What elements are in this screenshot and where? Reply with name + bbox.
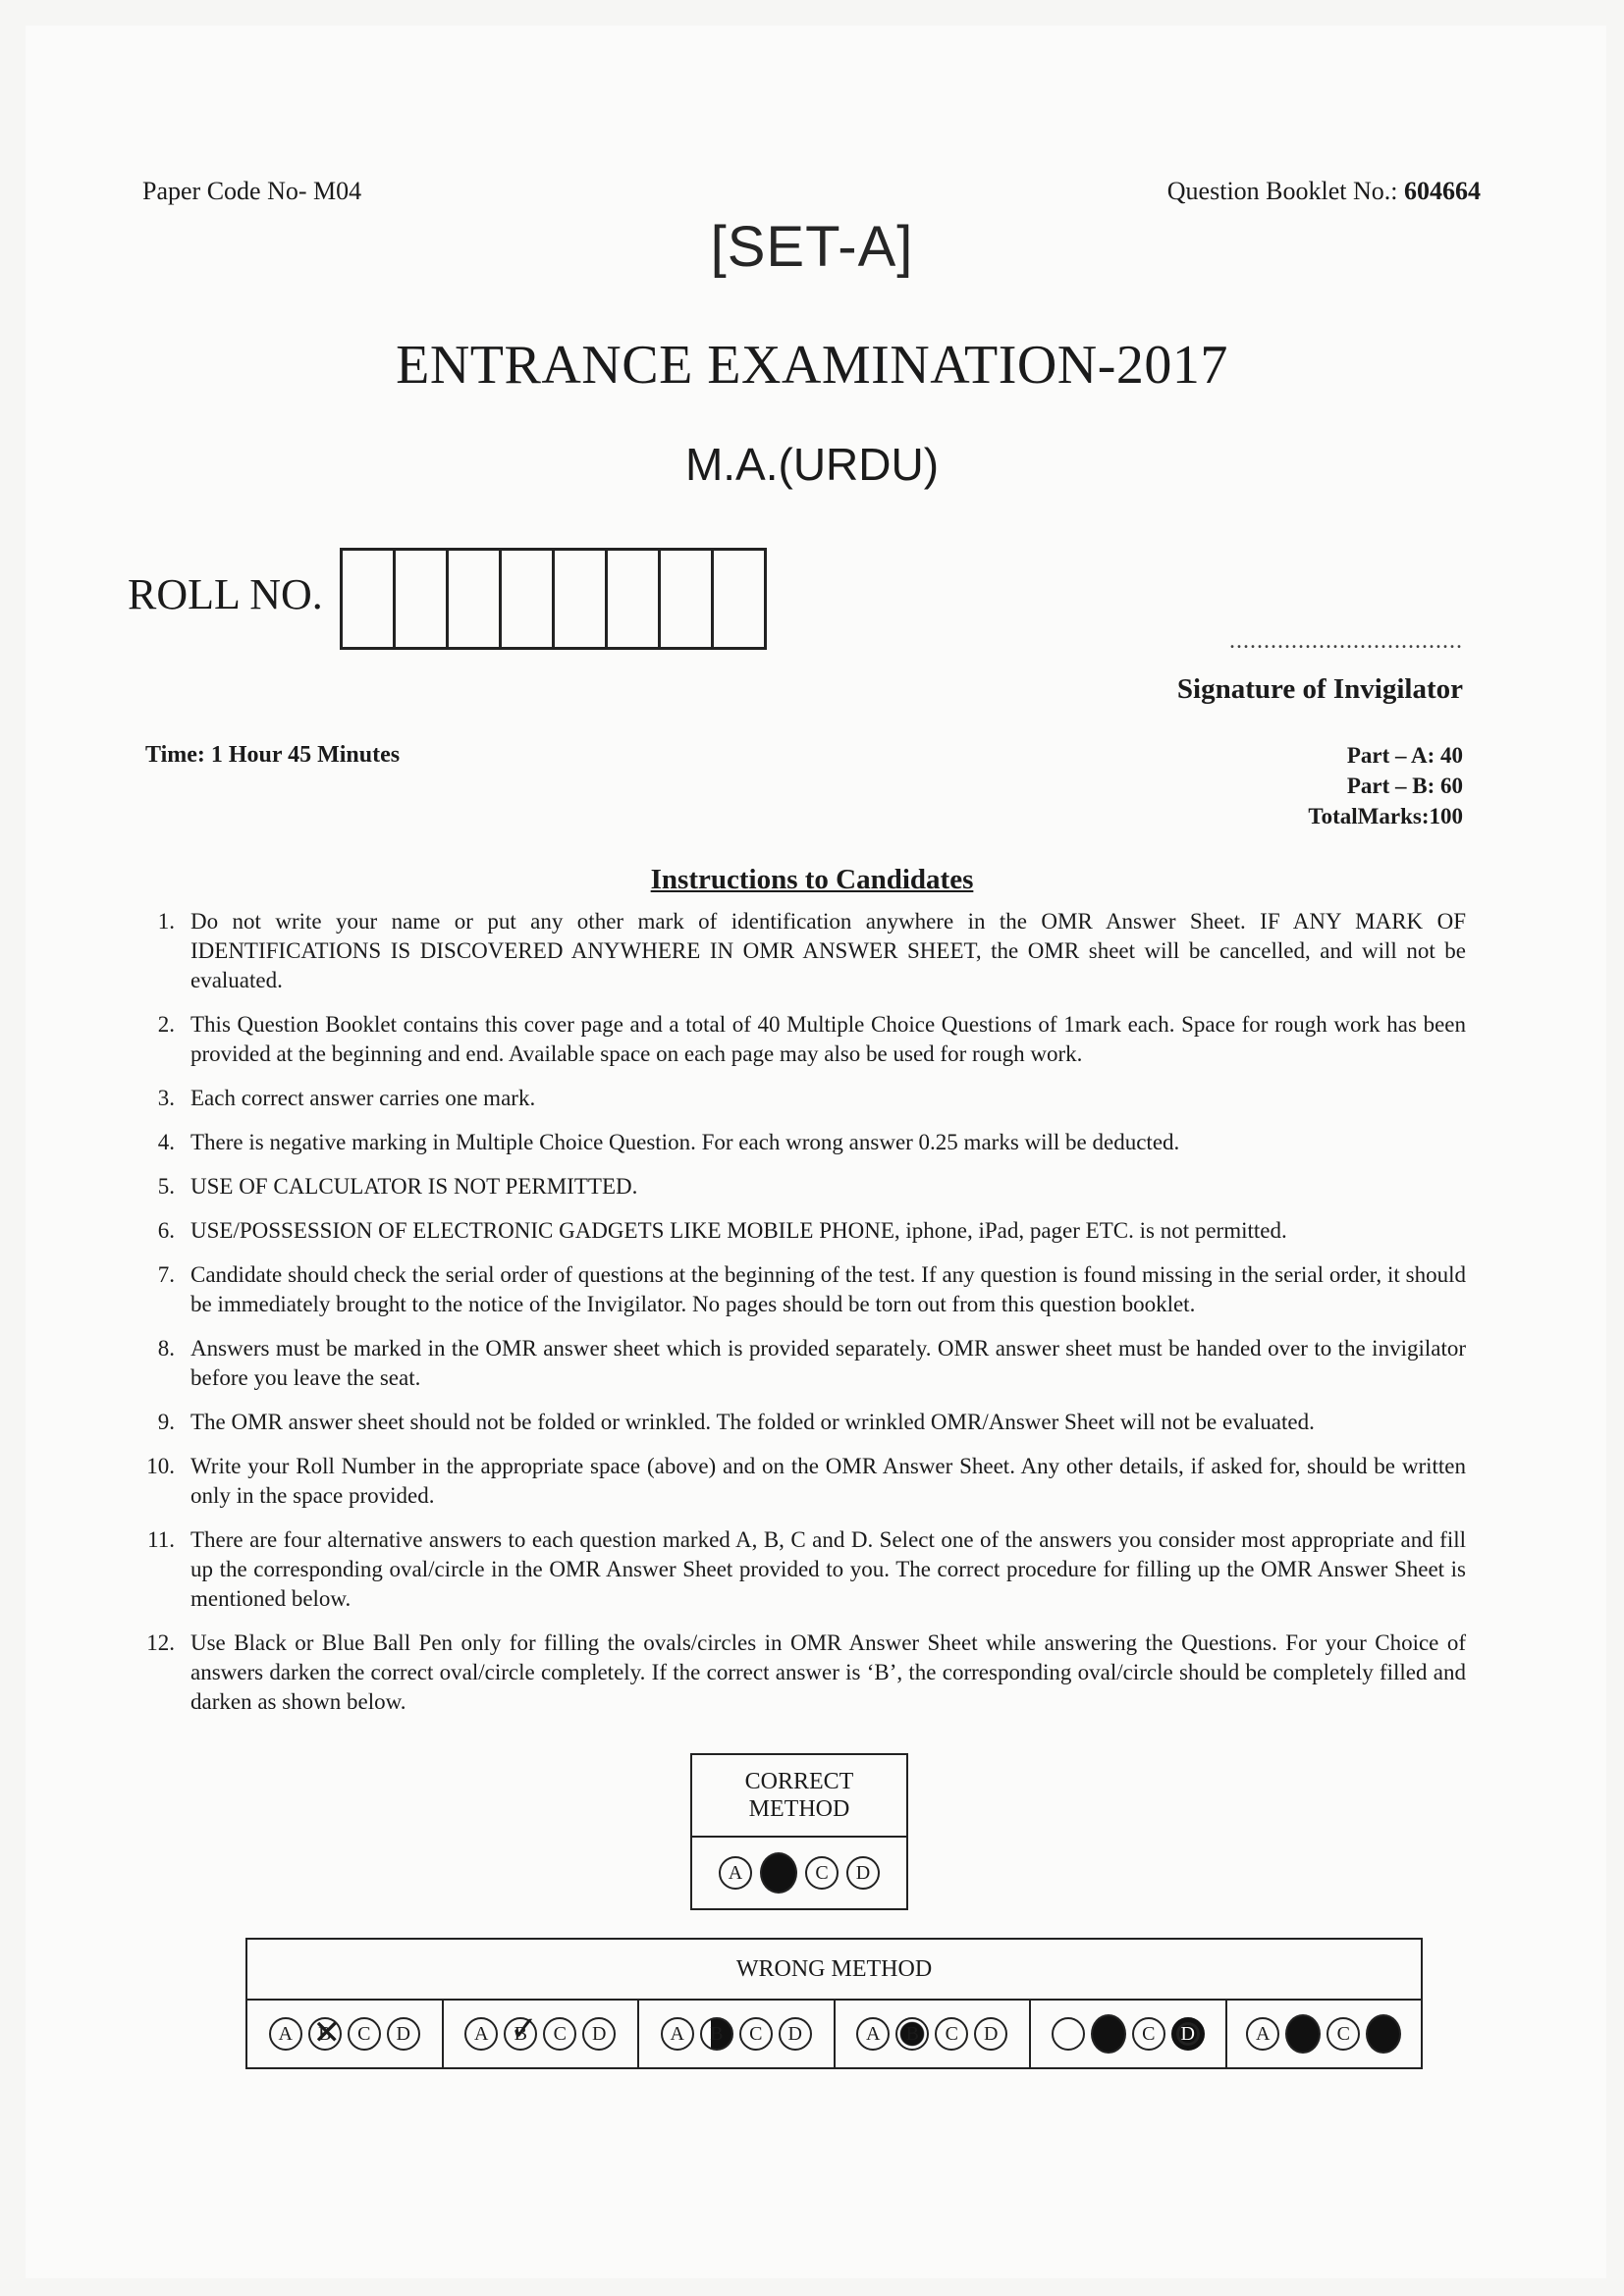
paper-code: Paper Code No- M04	[142, 177, 362, 205]
bubble-b-filled	[1285, 2014, 1321, 2054]
signature-line: ..................................	[1229, 628, 1463, 654]
correct-method-line2: METHOD	[748, 1796, 850, 1822]
instruction-number: 2.	[157, 1012, 175, 1037]
bubble-d: D	[846, 1856, 880, 1890]
correct-method-box	[690, 1753, 908, 1910]
bubble-d: D	[974, 2017, 1007, 2051]
roll-no-label: ROLL NO.	[128, 570, 323, 618]
bubble-c: C	[805, 1856, 839, 1890]
instruction-text: Each correct answer carries one mark.	[190, 1086, 536, 1110]
instruction-number: 10.	[146, 1454, 175, 1478]
instruction-number: 9.	[157, 1410, 175, 1434]
instruction-item	[145, 1629, 1466, 1717]
instruction-item	[145, 1010, 1466, 1069]
instruction-text: Do not write your name or put any other mark of identification anywhere in the OMR Answer Sheet. IF ANY MARK OF IDENTIFICATIONS IS DISCOVERED ANYWHERE IN OMR ANSWER SHEET, the OMR sheet will be cancelled, and will not be evaluated.	[190, 909, 1466, 992]
roll-digit-box[interactable]	[555, 551, 608, 647]
booklet-label: Question Booklet No.:	[1166, 177, 1398, 205]
bubble-a-blank	[1052, 2017, 1085, 2051]
instruction-number: 8.	[157, 1336, 175, 1361]
bubble-d: D	[582, 2017, 616, 2051]
instruction-item	[145, 1452, 1466, 1511]
instruction-item	[145, 1334, 1466, 1393]
bubble-b-filled	[760, 1852, 797, 1894]
correct-method-label	[692, 1755, 906, 1838]
instruction-text: There is negative marking in Multiple Choice Question. For each wrong answer 0.25 marks will be deducted.	[190, 1130, 1180, 1154]
bubble-b-ticked: B ✓	[504, 2017, 537, 2051]
wrong-method-box	[245, 1938, 1423, 2069]
instruction-item	[145, 1084, 1466, 1113]
instruction-number: 4.	[157, 1130, 175, 1154]
bubble-c: C	[543, 2017, 576, 2051]
roll-digit-box[interactable]	[661, 551, 714, 647]
instruction-text: USE/POSSESSION OF ELECTRONIC GADGETS LIKE MOBILE PHONE, iphone, iPad, pager ETC. is not permitted.	[190, 1218, 1287, 1243]
correct-method-bubbles	[692, 1838, 906, 1908]
set-label: [SET-A]	[710, 215, 914, 279]
instruction-item	[145, 1525, 1466, 1614]
bubble-a: A	[719, 1856, 752, 1890]
instructions-list	[145, 907, 1466, 1732]
bubble-c: C	[739, 2017, 773, 2051]
exam-title: ENTRANCE EXAMINATION-2017	[396, 335, 1228, 396]
bubble-a: A	[856, 2017, 890, 2051]
instruction-text: Answers must be marked in the OMR answer sheet which is provided separately. OMR answer sheet must be handed over to the invigilator before you leave the seat.	[190, 1336, 1466, 1390]
roll-digit-box[interactable]	[449, 551, 502, 647]
bubble-a: A	[661, 2017, 694, 2051]
bubble-a: A	[269, 2017, 302, 2051]
instruction-number: 12.	[146, 1630, 175, 1655]
instruction-number: 1.	[157, 909, 175, 934]
instruction-text: Write your Roll Number in the appropriate space (above) and on the OMR Answer Sheet. Any other details, if asked for, should be written only in the space provided.	[190, 1454, 1466, 1508]
bubble-b-half-filled: B	[700, 2017, 733, 2051]
roll-digit-box[interactable]	[343, 551, 396, 647]
bubble-d-filled: D	[1171, 2017, 1205, 2051]
wrong-example-half	[639, 2001, 836, 2067]
bubble-a: A	[464, 2017, 498, 2051]
wrong-example-two-filled	[1227, 2001, 1422, 2067]
booklet-number	[1167, 177, 1481, 206]
instruction-text: Use Black or Blue Ball Pen only for filling the ovals/circles in OMR Answer Sheet while answering the Questions. For your Choice of answers darken the correct oval/circle completely. If the correct answer is ‘B’, the corresponding oval/circle should be completely filled and darken as shown below.	[190, 1630, 1466, 1714]
instruction-number: 7.	[157, 1262, 175, 1287]
bubble-b-crossed: B ✕	[308, 2017, 342, 2051]
instruction-number: 3.	[157, 1086, 175, 1110]
marks-part-a: Part – A: 40	[1346, 743, 1463, 768]
instruction-text: The OMR answer sheet should not be folded or wrinkled. The folded or wrinkled OMR/Answer Sheet will not be evaluated.	[190, 1410, 1315, 1434]
marks-summary	[1308, 740, 1463, 831]
exam-duration: Time: 1 Hour 45 Minutes	[145, 742, 401, 768]
instruction-text: Candidate should check the serial order of questions at the beginning of the test. If any question is found missing in the serial order, it should be immediately brought to the notice of the Invigilator. No pages should be torn out from this question booklet.	[190, 1262, 1466, 1316]
roll-digit-box[interactable]	[714, 551, 764, 647]
booklet-value: 604664	[1404, 177, 1481, 205]
roll-digit-box[interactable]	[608, 551, 661, 647]
instruction-text: This Question Booklet contains this cover page and a total of 40 Multiple Choice Questions of 1mark each. Space for rough work has been provided at the beginning and end. Available space on each page may also be used for rough work.	[190, 1012, 1466, 1066]
roll-no-boxes[interactable]	[340, 548, 767, 650]
roll-digit-box[interactable]	[502, 551, 555, 647]
bubble-d: D	[387, 2017, 420, 2051]
wrong-example-multiple	[1031, 2001, 1227, 2067]
wrong-example-dot	[836, 2001, 1032, 2067]
bubble-c: C	[935, 2017, 968, 2051]
bubble-a: A	[1246, 2017, 1279, 2051]
instruction-item	[145, 1128, 1466, 1157]
bubble-d-filled	[1366, 2014, 1401, 2054]
correct-method-line1: CORRECT	[744, 1769, 854, 1794]
bubble-c: C	[1326, 2017, 1360, 2051]
wrong-method-examples	[247, 2001, 1421, 2067]
course-title: M.A.(URDU)	[684, 439, 940, 490]
bubble-d: D	[779, 2017, 812, 2051]
instructions-heading: Instructions to Candidates	[650, 864, 974, 895]
instruction-item	[145, 1216, 1466, 1246]
bubble-b-filled	[1091, 2014, 1126, 2054]
instruction-text: USE OF CALCULATOR IS NOT PERMITTED.	[190, 1174, 638, 1199]
marks-part-b: Part – B: 60	[1346, 774, 1463, 798]
instruction-number: 6.	[157, 1218, 175, 1243]
instruction-number: 5.	[157, 1174, 175, 1199]
marks-total: TotalMarks:100	[1308, 804, 1463, 828]
bubble-b-dotted: B	[895, 2017, 929, 2051]
instruction-item	[145, 1260, 1466, 1319]
instruction-item	[145, 1172, 1466, 1201]
instruction-item	[145, 907, 1466, 995]
instruction-number: 11.	[147, 1527, 175, 1552]
bubble-c: C	[1132, 2017, 1165, 2051]
instruction-text: There are four alternative answers to each question marked A, B, C and D. Select one of the answers you consider most appropriate and fill up the corresponding oval/circle in the OMR Answer Sheet provided to you. The correct procedure for filling up the OMR Answer Sheet is mentioned below.	[190, 1527, 1466, 1611]
wrong-example-tick	[444, 2001, 640, 2067]
wrong-example-cross	[247, 2001, 444, 2067]
bubble-c: C	[348, 2017, 381, 2051]
wrong-method-label: WRONG METHOD	[247, 1940, 1421, 2001]
instruction-item	[145, 1408, 1466, 1437]
signature-label: Signature of Invigilator	[1176, 673, 1463, 705]
roll-digit-box[interactable]	[396, 551, 449, 647]
